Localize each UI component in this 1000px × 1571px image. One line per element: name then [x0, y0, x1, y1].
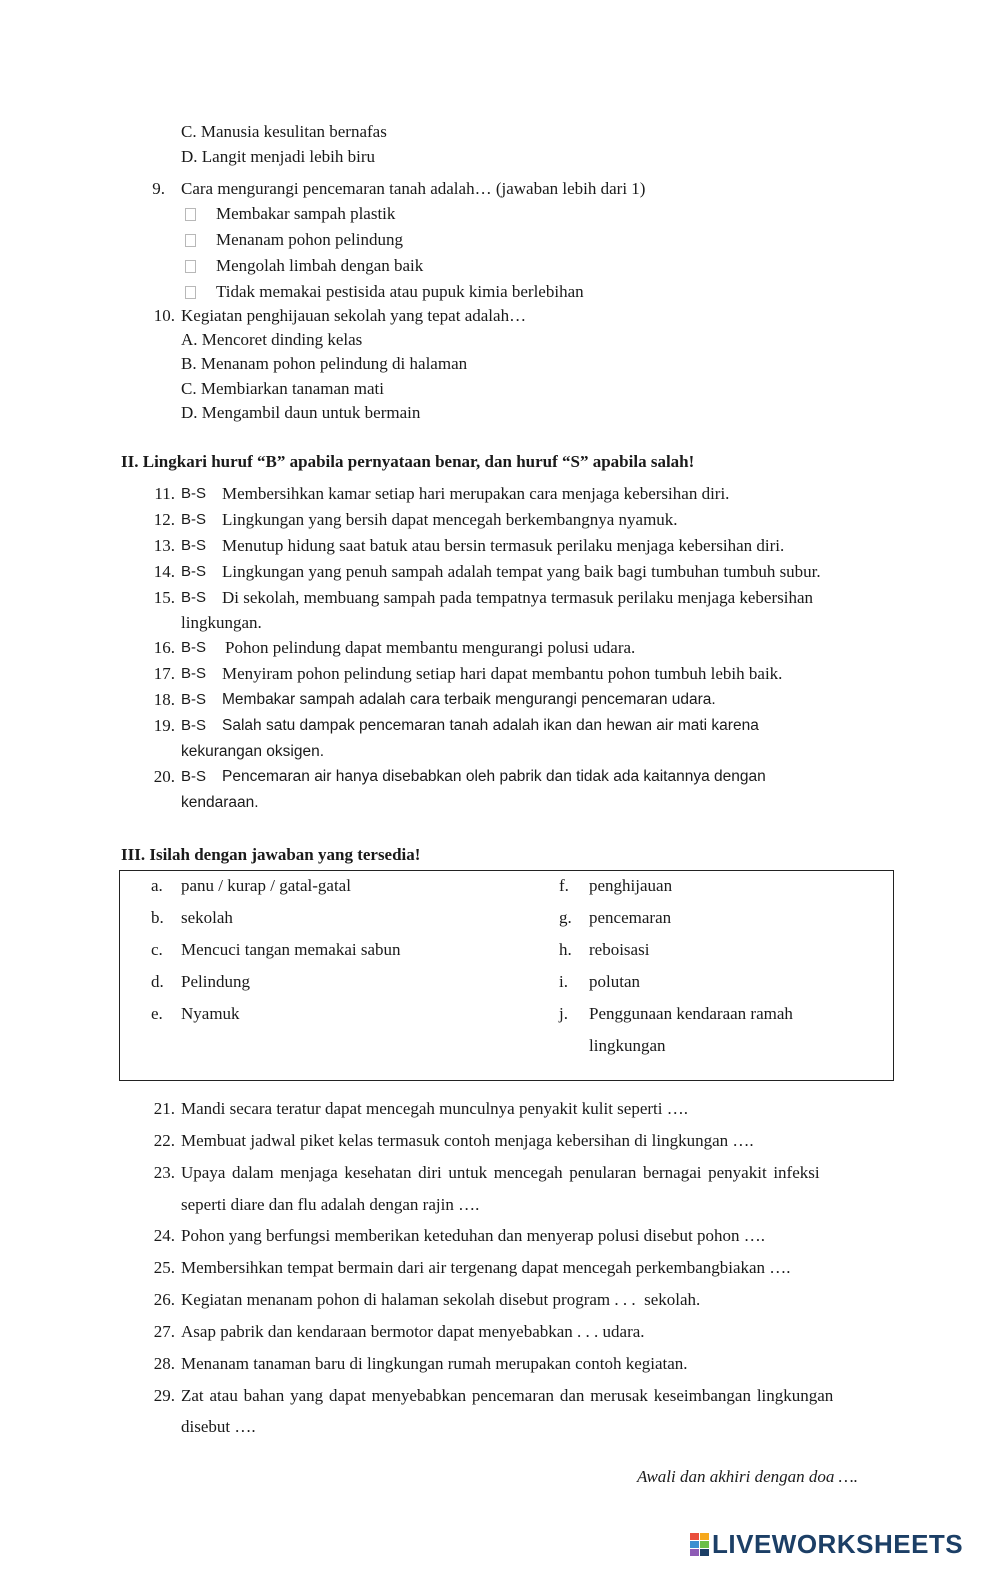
item-number: 25.: [153, 1258, 175, 1277]
fill-in-question: Menanam tanaman baru di lingkungan rumah merupakan contoh kegiatan.: [181, 1354, 688, 1373]
q9-text: Cara mengurangi pencemaran tanah adalah… (jawaban lebih dari 1): [181, 179, 646, 198]
q9-option-4: Tidak memakai pestisida atau pupuk kimia berlebihan: [216, 282, 584, 301]
item-number: 12.: [153, 510, 175, 529]
item-number: 29.: [153, 1386, 175, 1405]
fill-in-question: Kegiatan menanam pohon di halaman sekolah disebut program . . . sekolah.: [181, 1290, 701, 1309]
fill-in-question: Asap pabrik dan kendaraan bermotor dapat menyebabkan . . . udara.: [181, 1322, 645, 1341]
q9-option-3: Mengolah limbah dengan baik: [216, 256, 424, 275]
item-number: 13.: [153, 536, 175, 555]
q10-option-d: D. Mengambil daun untuk bermain: [181, 403, 421, 422]
answer-option: Nyamuk: [181, 1004, 240, 1023]
item-number: 15.: [153, 588, 175, 607]
answer-option: penghijauan: [589, 876, 673, 895]
bs-choice[interactable]: B-S: [181, 511, 207, 528]
answer-option: Mencuci tangan memakai sabun: [181, 940, 401, 959]
statement-text: Membersihkan kamar setiap hari merupakan cara menjaga kebersihan diri.: [222, 484, 730, 503]
bs-choice[interactable]: B-S: [181, 665, 207, 682]
q9-checkbox-2[interactable]: [185, 234, 196, 247]
answer-letter: e.: [151, 1004, 163, 1023]
statement-text: Membakar sampah adalah cara terbaik mengurangi pencemaran udara.: [222, 691, 716, 708]
answer-option: polutan: [589, 972, 640, 991]
statement-text: Pohon pelindung dapat membantu mengurangi polusi udara.: [225, 638, 636, 657]
statement-text-cont: kekurangan oksigen.: [181, 743, 325, 760]
item-number: 22.: [153, 1131, 175, 1150]
bs-choice[interactable]: B-S: [181, 639, 207, 656]
liveworksheets-logo: [690, 1528, 963, 1560]
statement-text-cont: lingkungan.: [181, 613, 262, 632]
q8-option-d: D. Langit menjadi lebih biru: [181, 147, 376, 166]
bs-choice[interactable]: B-S: [181, 485, 207, 502]
answer-letter: f.: [559, 876, 569, 895]
fill-in-question: Zat atau bahan yang dapat menyebabkan pencemaran dan merusak keseimbangan lingkungan: [181, 1386, 834, 1405]
section3-title: III. Isilah dengan jawaban yang tersedia!: [121, 845, 421, 864]
q10-text: Kegiatan penghijauan sekolah yang tepat adalah…: [181, 306, 527, 325]
answer-option: pencemaran: [589, 908, 672, 927]
statement-text: Lingkungan yang penuh sampah adalah tempat yang baik bagi tumbuhan tumbuh subur.: [222, 562, 821, 581]
fill-in-question: Membersihkan tempat bermain dari air tergenang dapat mencegah perkembangbiakan ….: [181, 1258, 791, 1277]
statement-text: Lingkungan yang bersih dapat mencegah berkembangnya nyamuk.: [222, 510, 678, 529]
q10-option-a: A. Mencoret dinding kelas: [181, 330, 363, 349]
answer-letter: c.: [151, 940, 163, 959]
fill-in-question: Mandi secara teratur dapat mencegah munculnya penyakit kulit seperti ….: [181, 1099, 688, 1118]
answer-option: Penggunaan kendaraan ramah: [589, 1004, 793, 1023]
fill-in-question: Upaya dalam menjaga kesehatan diri untuk mencegah penularan bernagai penyakit infeksi: [181, 1163, 820, 1182]
bs-choice[interactable]: B-S: [181, 768, 207, 785]
q10-number: 10.: [153, 306, 175, 325]
item-number: 11.: [154, 484, 175, 503]
answer-option: panu / kurap / gatal-gatal: [181, 876, 351, 895]
logo-text: LIVEWORKSHEETS: [712, 1528, 964, 1559]
bs-choice[interactable]: B-S: [181, 691, 207, 708]
item-number: 27.: [153, 1322, 175, 1341]
item-number: 26.: [153, 1290, 175, 1309]
q10-option-c: C. Membiarkan tanaman mati: [181, 379, 384, 398]
answer-option: reboisasi: [589, 940, 650, 959]
answer-letter: a.: [151, 876, 163, 895]
fill-in-question: Pohon yang berfungsi memberikan keteduhan dan menyerap polusi disebut pohon ….: [181, 1226, 766, 1245]
q9-option-2: Menanam pohon pelindung: [216, 230, 403, 249]
item-number: 28.: [153, 1354, 175, 1373]
fill-in-question-cont: seperti diare dan flu adalah dengan rajin ….: [181, 1195, 480, 1214]
answer-letter: i.: [559, 972, 568, 991]
fill-in-question: Membuat jadwal piket kelas termasuk contoh menjaga kebersihan di lingkungan ….: [181, 1131, 754, 1150]
answer-letter: g.: [559, 908, 572, 927]
item-number: 19.: [153, 716, 175, 735]
item-number: 24.: [153, 1226, 175, 1245]
q9-number: 9.: [152, 179, 165, 198]
statement-text: Di sekolah, membuang sampah pada tempatnya termasuk perilaku menjaga kebersihan: [222, 588, 814, 607]
bs-choice[interactable]: B-S: [181, 589, 207, 606]
item-number: 17.: [153, 664, 175, 683]
answer-option: Pelindung: [181, 972, 250, 991]
statement-text-cont: kendaraan.: [181, 794, 259, 811]
logo-mark-icon: [690, 1533, 709, 1556]
item-number: 14.: [153, 562, 175, 581]
q9-option-1: Membakar sampah plastik: [216, 204, 396, 223]
item-number: 23.: [153, 1163, 175, 1182]
item-number: 16.: [153, 638, 175, 657]
bs-choice[interactable]: B-S: [181, 563, 207, 580]
bs-choice[interactable]: B-S: [181, 537, 207, 554]
item-number: 20.: [153, 767, 175, 786]
closing-note: Awali dan akhiri dengan doa ….: [637, 1467, 858, 1486]
statement-text: Menutup hidung saat batuk atau bersin termasuk perilaku menjaga kebersihan diri.: [222, 536, 785, 555]
statement-text: Pencemaran air hanya disebabkan oleh pabrik dan tidak ada kaitannya dengan: [222, 768, 766, 785]
answer-letter: h.: [559, 940, 572, 959]
section2-title: II. Lingkari huruf “B” apabila pernyataan benar, dan huruf “S” apabila salah!: [121, 452, 695, 471]
q9-checkbox-4[interactable]: [185, 286, 196, 299]
answer-letter: d.: [151, 972, 164, 991]
answer-option: sekolah: [181, 908, 233, 927]
q9-checkbox-1[interactable]: [185, 208, 196, 221]
statement-text: Menyiram pohon pelindung setiap hari dapat membantu pohon tumbuh lebih baik.: [222, 664, 783, 683]
item-number: 18.: [153, 690, 175, 709]
q9-checkbox-3[interactable]: [185, 260, 196, 273]
item-number: 21.: [153, 1099, 175, 1118]
q10-option-b: B. Menanam pohon pelindung di halaman: [181, 354, 468, 373]
bs-choice[interactable]: B-S: [181, 717, 207, 734]
statement-text: Salah satu dampak pencemaran tanah adalah ikan dan hewan air mati karena: [222, 717, 759, 734]
answer-option-cont: lingkungan: [589, 1036, 666, 1055]
answer-letter: b.: [151, 908, 164, 927]
answer-letter: j.: [559, 1004, 568, 1023]
fill-in-question-cont: disebut ….: [181, 1417, 256, 1436]
q8-option-c: C. Manusia kesulitan bernafas: [181, 122, 387, 141]
